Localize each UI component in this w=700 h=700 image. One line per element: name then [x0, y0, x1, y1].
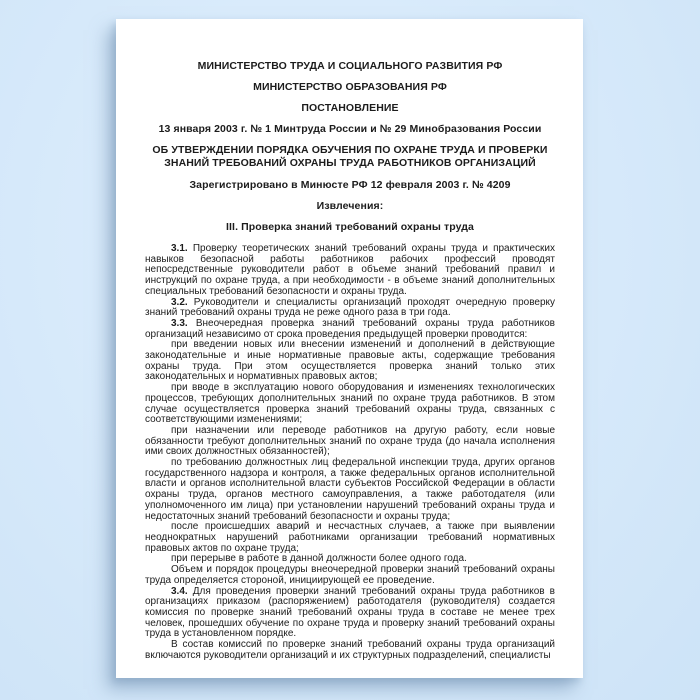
paragraph	[145, 319, 555, 340]
registration-line: Зарегистрировано в Минюсте РФ 12 февраля 2003 г. № 4209	[189, 179, 511, 191]
paragraph-text: Объем и порядок процедуры внеочередной проверки знаний требований охраны труда определяется стороной, инициирующей ее проведение.	[145, 564, 555, 586]
paragraph	[145, 340, 555, 383]
paragraph-text: при введении новых или внесении изменений и дополнений в действующие законодательные и иные нормативные правовые акты, содержащие требования охраны труда. При этом осуществляется проверка знаний только этих законодательных и нормативных правовых актов;	[145, 339, 555, 383]
document-title: ОБ УТВЕРЖДЕНИИ ПОРЯДКА ОБУЧЕНИЯ ПО ОХРАНЕ ТРУДА И ПРОВЕРКИ ЗНАНИЙ ТРЕБОВАНИЙ ОХРАНЫ ТРУДА РАБОТНИКОВ ОРГАНИЗАЦИЙ	[152, 144, 548, 169]
paragraph	[145, 587, 555, 641]
paragraph-text: Проверку теоретических знаний требований охраны труда и практических навыков безопасной работы работников рабочих профессий проводят непосредственные руководители работ в объеме знаний требований правил и инструкций по охране труда, а при необходимости - в объеме знаний дополнительных специальных требований безопасности и охраны труда.	[145, 243, 556, 297]
paragraph-text: В состав комиссий по проверке знаний требований охраны труда организаций включаются руководители организаций и их структурных подразделений, специалисты	[145, 639, 555, 661]
paragraph	[145, 244, 555, 298]
paragraph-text: по требованию должностных лиц федеральной инспекции труда, других органов государственного надзора и контроля, а также федеральных органов исполнительной власти и органов исполнительной власти субъектов Российской Федерации в области охраны труда, органов местного самоуправления, а также работодателя (или уполномоченного им лица) при установлении нарушений требований охраны труда и недостаточных знаний требований безопасности и охраны труда;	[145, 457, 555, 522]
paragraph-text: Для проведения проверки знаний требований охраны труда работников в организациях приказом (распоряжением) работодателя (руководителя) создается комиссия по проверке знаний требований охраны труда в составе не менее трех человек, прошедших обучение по охране труда и проверку знаний требований охраны труда в установленном порядке.	[145, 585, 555, 640]
paragraph-text: Руководители и специалисты организаций проходят очередную проверку знаний требований охраны труда не реже одного раза в три года.	[145, 296, 556, 319]
paragraph-text: при назначении или переводе работников на другую работу, если новые обязанности требуют дополнительных знаний по охране труда (до начала исполнения ими своих должностных обязанностей);	[145, 424, 555, 458]
section-heading: III. Проверка знаний требований охраны труда	[226, 221, 474, 233]
paragraph-number: 3.4.	[171, 585, 188, 597]
paragraph-text: при вводе в эксплуатацию нового оборудования и изменениях технологических процессов, требующих дополнительных знаний по охране труда работников. В этом случае осуществляется проверка знаний требований охраны труда, связанных с соответствующими изменениями;	[145, 382, 555, 426]
extract-label: Извлечения:	[316, 200, 384, 212]
document-body	[145, 244, 555, 661]
paragraph-number: 3.3.	[171, 317, 188, 329]
paragraph	[145, 640, 555, 661]
document-date-line: 13 января 2003 г. № 1 Минтруда России и № 29 Минобразования России	[158, 123, 542, 135]
document-type-heading: ПОСТАНОВЛЕНИЕ	[301, 102, 399, 114]
paragraph	[145, 522, 555, 554]
ministry-line-1: МИНИСТЕРСТВО ТРУДА И СОЦИАЛЬНОГО РАЗВИТИЯ РФ	[197, 60, 503, 72]
ministry-line-2: МИНИСТЕРСТВО ОБРАЗОВАНИЯ РФ	[253, 81, 447, 93]
paragraph-text: Внеочередная проверка знаний требований охраны труда работников организаций независимо от срока проведения предыдущей проверки проводится:	[145, 317, 555, 340]
paragraph	[145, 383, 555, 426]
paragraph	[145, 426, 555, 458]
paragraph	[145, 298, 555, 319]
paragraph-number: 3.2.	[171, 296, 188, 308]
document-page	[116, 19, 583, 678]
paragraph	[145, 565, 555, 586]
paragraph	[145, 458, 555, 522]
paragraph-text: после происшедших аварий и несчастных случаев, а также при выявлении неоднократных нарушений работниками организации требований нормативных правовых актов по охране труда;	[145, 521, 555, 554]
paragraph-text: при перерыве в работе в данной должности более одного года.	[171, 553, 467, 565]
paragraph-number: 3.1.	[171, 243, 188, 254]
